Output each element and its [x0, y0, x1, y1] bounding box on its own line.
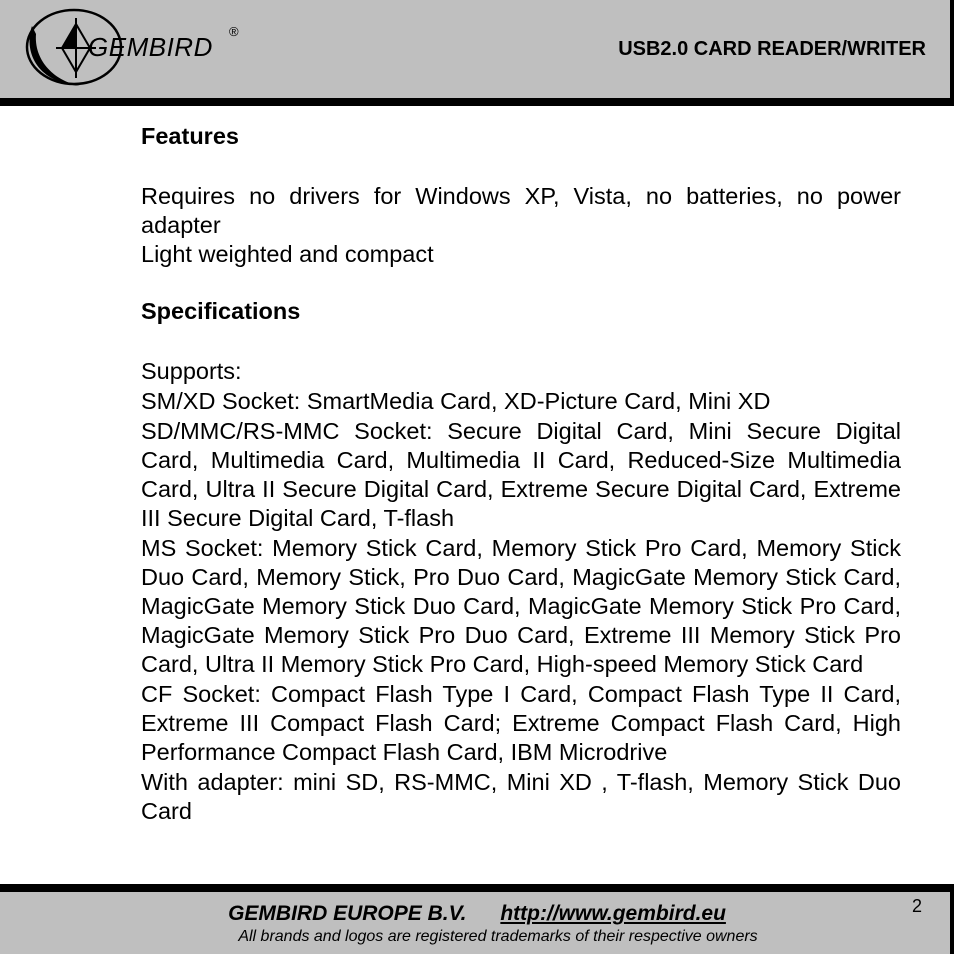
spec-item-ms: MS Socket: Memory Stick Card, Memory Stick Pro Card, Memory Stick Duo Card, Memory Stick, Pro Duo Card, MagicGate Memory Stick Card, MagicGate Memory Stick Duo Card, MagicGate Memory Stick Pro Card, MagicGate Memory Stick Pro Duo Card, Extreme III Memory Stick Pro Card, Ultra II Memory Stick Pro Card, High-speed Memory Stick Card: [141, 535, 901, 677]
page-number: 2: [912, 896, 923, 916]
spec-item-sdmmc: SD/MMC/RS-MMC Socket: Secure Digital Card, Mini Secure Digital Card, Multimedia Card, Multimedia II Card, Reduced-Size Multimedia Card, Ultra II Secure Digital Card, Extreme Secure Digital Card, Extreme III Secure Digital Card, T-flash: [141, 418, 901, 531]
logo-wordmark: GEMBIRD: [88, 32, 213, 62]
spec-item-adapter: With adapter: mini SD, RS-MMC, Mini XD , T-flash, Memory Stick Duo Card: [141, 769, 901, 824]
spec-item-cf: CF Socket: Compact Flash Type I Card, Compact Flash Type II Card, Extreme III Compact Flash Card; Extreme Compact Flash Card, High Performance Compact Flash Card, IBM Microdrive: [141, 681, 901, 765]
header-divider: [0, 98, 954, 106]
feature-item-compact: Light weighted and compact: [141, 241, 434, 267]
trademark-note: All brands and logos are registered trademarks of their respective owners: [238, 928, 758, 945]
registered-mark: ®: [229, 24, 239, 39]
document-title: USB2.0 CARD READER/WRITER: [618, 38, 926, 60]
footer-company-line: [0, 902, 954, 926]
gembird-logo: [22, 4, 252, 94]
page-header: [0, 0, 954, 98]
specifications-heading: Specifications: [141, 298, 301, 324]
page-content: [141, 118, 901, 826]
supports-label: Supports:: [141, 358, 242, 384]
website-link[interactable]: http://www.gembird.eu: [500, 902, 726, 925]
features-heading: Features: [141, 123, 239, 149]
feature-item-drivers: Requires no drivers for Windows XP, Vista, no batteries, no power adapter: [141, 183, 901, 238]
spec-item-smxd: SM/XD Socket: SmartMedia Card, XD-Picture Card, Mini XD: [141, 388, 771, 414]
footer-divider: [0, 884, 954, 892]
company-name: GEMBIRD EUROPE B.V.: [228, 902, 467, 925]
page-footer: [0, 892, 954, 954]
